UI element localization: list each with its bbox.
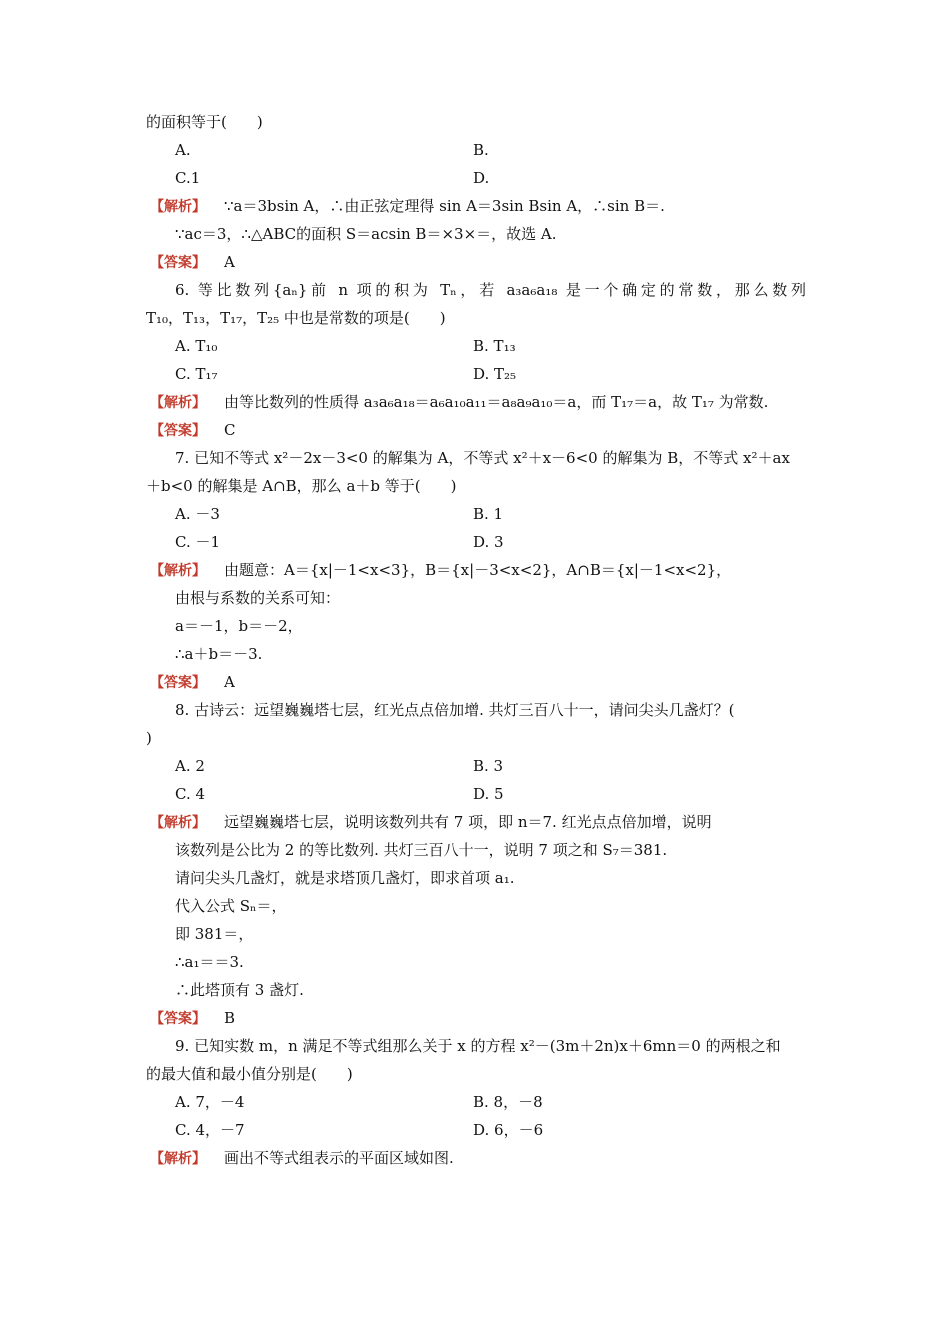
- text-line-q8-ana-5: [175, 924, 835, 944]
- option-left: A. 7，－4: [175, 1093, 245, 1111]
- section-tag: 【答案】: [150, 255, 206, 271]
- line-text: 由题意：A＝{x|－1<x<3}，B＝{x|－3<x<2}，A∩B＝{x|－1<x<2}，: [224, 561, 732, 579]
- line-text: ): [146, 729, 152, 747]
- option-right: D.: [473, 169, 490, 187]
- text-line-q8-ana-2: [175, 840, 835, 860]
- line-text: 的面积等于( ): [146, 113, 263, 131]
- section-tag: 【解析】: [150, 563, 206, 579]
- text-line-q8-opts-1: [175, 756, 835, 776]
- text-line-q5-ans: [150, 252, 810, 273]
- option-right: D. 6，－6: [473, 1121, 544, 1139]
- option-right: B.: [473, 141, 489, 159]
- text-line-q8-ana-4: [175, 896, 835, 916]
- line-text: 7. 已知不等式 x²－2x－3<0 的解集为 A，不等式 x²＋x－6<0 的解集为 B，不等式 x²＋ax: [175, 449, 790, 467]
- text-line-q7-ana-2: [175, 588, 835, 608]
- line-text: 的最大值和最小值分别是( ): [146, 1065, 353, 1083]
- line-text: T₁₀，T₁₃，T₁₇，T₂₅ 中也是常数的项是( ): [146, 309, 446, 327]
- option-right: B. T₁₃: [473, 337, 516, 355]
- option-left: A. 2: [175, 757, 205, 775]
- line-text: 请问尖头几盏灯，就是求塔顶几盏灯，即求首项 a₁.: [175, 869, 515, 887]
- text-line-q7-ana-3: [175, 616, 835, 636]
- line-text: 8. 古诗云：远望巍巍塔七层，红光点点倍加增. 共灯三百八十一，请问尖头几盏灯？(: [175, 701, 735, 719]
- line-text: 由等比数列的性质得 a₃a₆a₁₈＝a₆a₁₀a₁₁＝a₈a₉a₁₀＝a，而 T₁₇＝a，故 T₁₇ 为常数.: [224, 393, 769, 411]
- section-tag: 【解析】: [150, 1151, 206, 1167]
- line-text: B: [224, 1009, 236, 1027]
- line-text: 代入公式 Sₙ＝，: [175, 897, 287, 915]
- text-line-q7-opts-1: [175, 504, 835, 524]
- section-tag: 【答案】: [150, 675, 206, 691]
- option-left: A. －3: [175, 505, 220, 523]
- option-left: C.1: [175, 169, 201, 187]
- option-left: C. T₁₇: [175, 365, 218, 383]
- text-line-q5-stem: [146, 112, 806, 132]
- section-tag: 【解析】: [150, 199, 206, 215]
- line-text: 9. 已知实数 m，n 满足不等式组那么关于 x 的方程 x²－(3m＋2n)x＋6mn＝0 的两根之和: [175, 1037, 781, 1055]
- text-line-q8-stem-2: [146, 728, 806, 748]
- line-text: 远望巍巍塔七层，说明该数列共有 7 项，即 n＝7. 红光点点倍加增，说明: [224, 813, 712, 831]
- option-right: D. 5: [473, 785, 504, 803]
- option-left: C. 4，－7: [175, 1121, 245, 1139]
- text-line-q9-opts-1: [175, 1092, 835, 1112]
- text-line-q8-ana-3: [175, 868, 835, 888]
- line-text: ∵ac＝3，∴△ABC的面积 S＝acsin B＝×3×＝，故选 A.: [175, 225, 557, 243]
- text-line-q8-opts-2: [175, 784, 835, 804]
- line-text: 该数列是公比为 2 的等比数列. 共灯三百八十一，说明 7 项之和 S₇＝381.: [175, 841, 668, 859]
- line-text: ∴a＋b＝－3.: [175, 645, 263, 663]
- text-line-q8-ana-1: [150, 812, 810, 833]
- text-line-q9-opts-2: [175, 1120, 835, 1140]
- text-line-q6-ans: [150, 420, 810, 441]
- option-left: C. －1: [175, 533, 221, 551]
- text-line-q8-ana-7: [175, 980, 835, 1000]
- text-line-q6-stem-2: [146, 308, 806, 328]
- option-right: B. 3: [473, 757, 504, 775]
- section-tag: 【答案】: [150, 1011, 206, 1027]
- line-text: ∴此塔顶有 3 盏灯.: [175, 981, 304, 999]
- text-line-q6-opts-2: [175, 364, 835, 384]
- text-line-q9-stem-1: [175, 1036, 835, 1056]
- option-right: D. 3: [473, 533, 504, 551]
- line-text: A: [224, 673, 235, 691]
- line-text: 由根与系数的关系可知：: [175, 589, 341, 607]
- option-left: A. T₁₀: [175, 337, 218, 355]
- option-right: B. 1: [473, 505, 504, 523]
- line-text: ∴a₁＝＝3.: [175, 953, 244, 971]
- line-text: a＝－1，b＝－2，: [175, 617, 303, 635]
- line-text: 即 381＝，: [175, 925, 254, 943]
- text-line-q8-ans: [150, 1008, 810, 1029]
- text-line-q7-stem-2: [146, 476, 806, 496]
- text-line-q6-opts-1: [175, 336, 835, 356]
- text-line-q7-ana-4: [175, 644, 835, 664]
- text-line-q7-stem-1: [175, 448, 835, 468]
- text-line-q5-ana-1: [150, 196, 810, 217]
- line-text: 6. 等比数列{aₙ}前 n 项的积为 Tₙ，若 a₃a₆a₁₈ 是一个确定的常数，那么数列: [175, 281, 806, 299]
- text-line-q5-opts-1: [175, 140, 835, 160]
- section-tag: 【解析】: [150, 395, 206, 411]
- text-line-q7-ana-1: [150, 560, 810, 581]
- text-line-q7-ans: [150, 672, 810, 693]
- line-text: ∵a＝3bsin A，∴由正弦定理得 sin A＝3sin Bsin A，∴sin B＝.: [224, 197, 665, 215]
- text-line-q6-ana-1: [150, 392, 810, 413]
- text-line-q9-ana-1: [150, 1148, 810, 1169]
- text-line-q5-opts-2: [175, 168, 835, 188]
- text-line-q9-stem-2: [146, 1064, 806, 1084]
- option-left: C. 4: [175, 785, 206, 803]
- option-right: B. 8，－8: [473, 1093, 543, 1111]
- line-text: 画出不等式组表示的平面区域如图.: [224, 1149, 454, 1167]
- option-left: A.: [175, 141, 191, 159]
- text-line-q5-ana-2: [175, 224, 835, 244]
- line-text: A: [224, 253, 235, 271]
- text-line-q7-opts-2: [175, 532, 835, 552]
- text-line-q8-ana-6: [175, 952, 835, 972]
- line-text: C: [224, 421, 236, 439]
- section-tag: 【解析】: [150, 815, 206, 831]
- line-text: ＋b<0 的解集是 A∩B，那么 a＋b 等于( ): [146, 477, 457, 495]
- text-line-q8-stem-1: [175, 700, 835, 720]
- option-right: D. T₂₅: [473, 365, 517, 383]
- section-tag: 【答案】: [150, 423, 206, 439]
- text-line-q6-stem-1: [175, 280, 806, 300]
